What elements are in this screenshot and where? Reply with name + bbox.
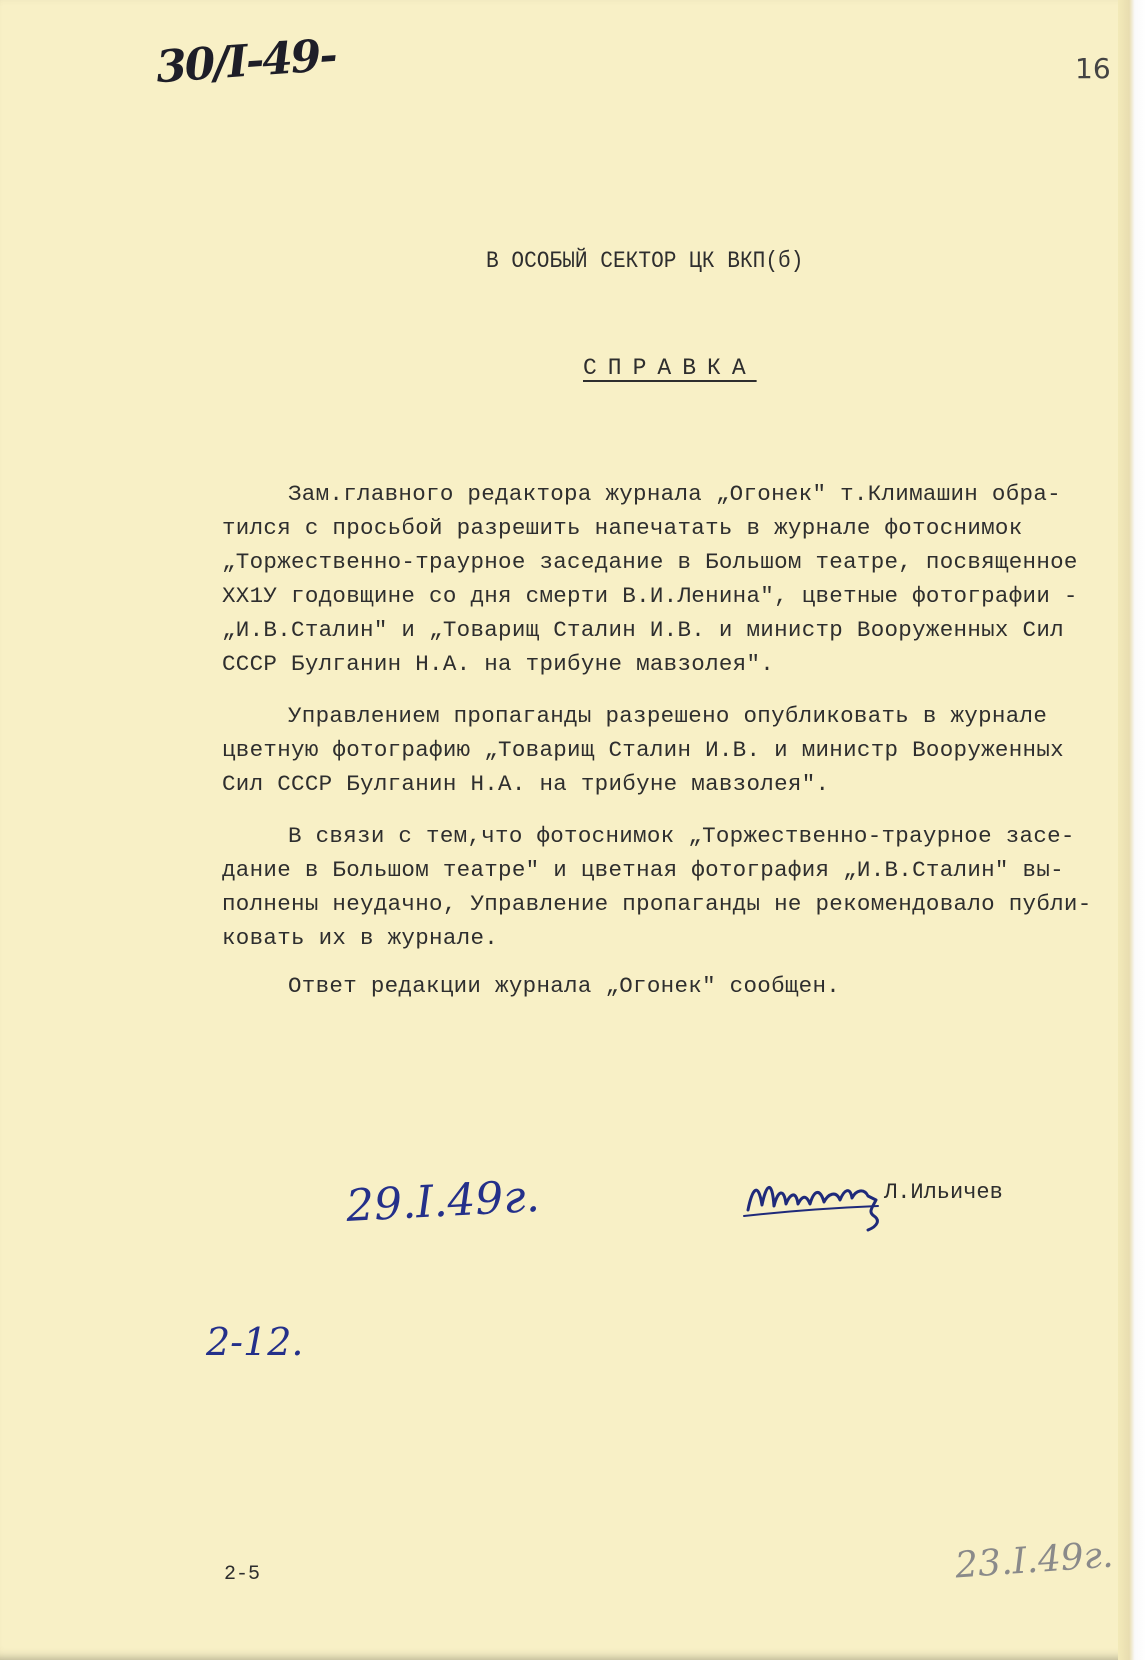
handwritten-date-bottom-right: 23.I.49г. bbox=[953, 1534, 1115, 1587]
body-line: тился с просьбой разрешить напечатать в журнале фотоснимок bbox=[222, 515, 1023, 541]
body-line: „И.В.Сталин" и „Товарищ Сталин И.В. и министр Вооруженных Сил bbox=[222, 617, 1064, 643]
paper-edge-shadow bbox=[1118, 0, 1146, 1660]
body-line: ХХ1У годовщине со дня смерти В.И.Ленина", цветные фотографии - bbox=[222, 583, 1078, 609]
body-line: Зам.главного редактора журнала „Огонек" т.Климашин обра- bbox=[288, 481, 1061, 507]
body-line: дание в Большом театре" и цветная фотография „И.В.Сталин" вы- bbox=[222, 857, 1064, 883]
body-line: Ответ редакции журнала „Огонек" сообщен. bbox=[288, 973, 841, 999]
handwritten-date: 29.I.49г. bbox=[344, 1170, 541, 1233]
body-line: СССР Булганин Н.А. на трибуне мавзолея". bbox=[222, 651, 775, 677]
body-line: Управлением пропаганды разрешено опубликовать в журнале bbox=[288, 703, 1048, 729]
body-line: „Торжественно-траурное заседание в Большом театре, посвященное bbox=[222, 549, 1078, 575]
page-number: 16 bbox=[1075, 52, 1111, 85]
footer-code: 2-5 bbox=[224, 1563, 261, 1586]
body-line: ковать их в журнале. bbox=[222, 925, 499, 951]
addressee: В ОСОБЫЙ СЕКТОР ЦК ВКП(б) bbox=[486, 248, 804, 274]
body-line: цветную фотографию „Товарищ Сталин И.В. и министр Вооруженных bbox=[222, 737, 1064, 763]
signatory-name: Л.Ильичев bbox=[884, 1180, 1003, 1205]
document-title: СПРАВКА bbox=[583, 355, 757, 381]
handwritten-note: 2-12. bbox=[206, 1320, 304, 1364]
body-line: полнены неудачно, Управление пропаганды не рекомендовало публи- bbox=[222, 891, 1092, 917]
body-line: Сил СССР Булганин Н.А. на трибуне мавзолея". bbox=[222, 771, 830, 797]
handwritten-date-top-left: 30/I-49- bbox=[154, 29, 338, 94]
body-line: В связи с тем,что фотоснимок „Торжественно-траурное засе- bbox=[288, 823, 1075, 849]
